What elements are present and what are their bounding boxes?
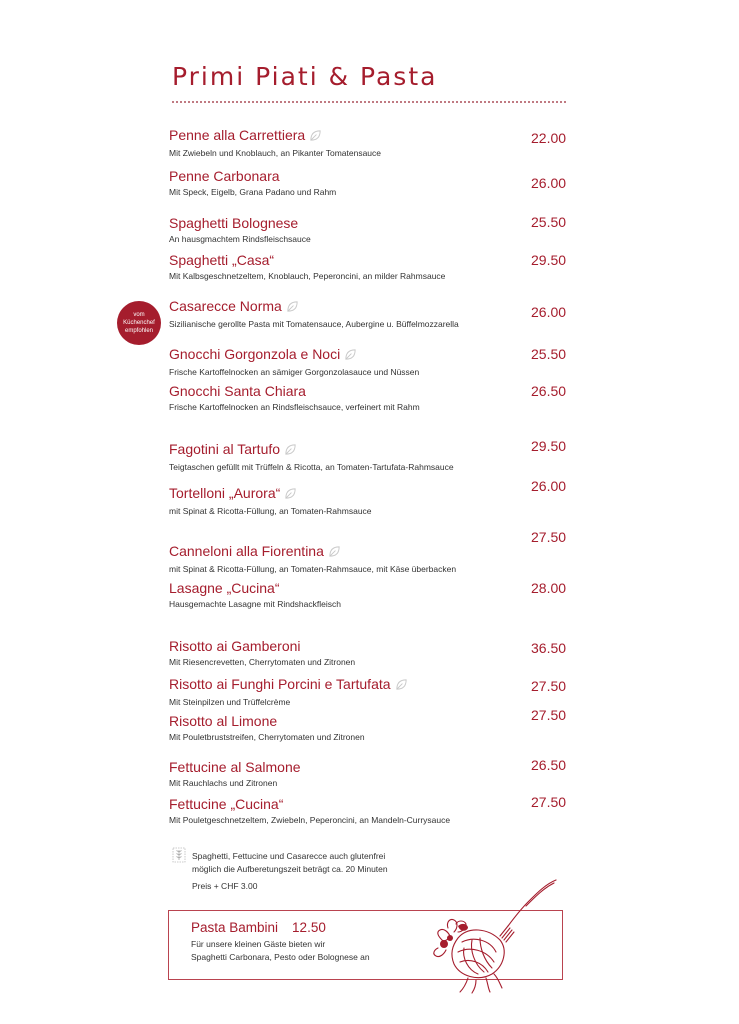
item-name: Spaghetti Bolognese [169,215,299,231]
menu-item [169,441,499,473]
item-name: Canneloni alla Fiorentina [169,543,324,559]
bambini-price: 12.50 [292,920,326,935]
item-price: 22.00 [531,130,567,146]
item-name: Penne Carbonara [169,168,280,184]
menu-item [169,713,499,743]
item-description: Mit Rauchlachs und Zitronen [169,778,278,788]
bambini-description-2: Spaghetti Carbonara, Pesto oder Bolognese an [191,952,370,962]
menu-item [169,383,499,413]
item-name: Penne alla Carrettiera [169,127,306,143]
item-price: 26.00 [531,304,567,320]
item-price: 26.50 [531,383,567,399]
item-price: 25.50 [531,214,567,230]
item-description: Sizilianische gerollte Pasta mit Tomatensauce, Aubergine u. Büffelmozzarella [169,319,459,329]
item-description: Mit Speck, Eigelb, Grana Padano und Rahm [169,187,337,197]
leaf-icon [395,678,408,695]
item-description: Mit Zwiebeln und Knoblauch, an Pikanter Tomatensauce [169,148,381,158]
leaf-icon [284,443,297,460]
gluten-free-note: Spaghetti, Fettucine und Casarecce auch glutenfrei [192,851,386,861]
leaf-icon [344,348,357,365]
surcharge-note: Preis + CHF 3.00 [192,881,258,891]
item-name: Spaghetti „Casa“ [169,252,275,268]
item-description: Frische Kartoffelnocken an sämiger Gorgonzolasauce und Nüssen [169,367,420,377]
grain-icon [172,847,186,868]
menu-item [169,580,499,610]
item-name: Fettucine „Cucina“ [169,796,284,812]
item-price: 27.50 [531,707,567,723]
menu-item [169,168,499,198]
item-description: mit Spinat & Ricotta-Füllung, an Tomaten-Rahmsauce [169,506,372,516]
leaf-icon [286,300,299,317]
item-price: 28.00 [531,580,567,596]
item-price: 29.50 [531,252,567,268]
chef-recommendation-badge [117,301,161,345]
preparation-time-note: möglich die Aufberetungszeit beträgt ca. 20 Minuten [192,864,388,874]
item-price: 26.00 [531,175,567,191]
item-description: Frische Kartoffelnocken an Rindsfleischsauce, verfeinert mit Rahm [169,402,420,412]
item-name: Risotto ai Funghi Porcini e Tartufata [169,676,391,692]
item-description: mit Spinat & Ricotta-Füllung, an Tomaten-Rahmsauce, mit Käse überbacken [169,564,457,574]
item-description: An hausgmachtem Rindsfleischsauce [169,234,311,244]
page-title: Primi Piati & Pasta [172,62,438,91]
menu-item [169,759,499,789]
menu-item [169,796,499,826]
item-description: Teigtaschen gefüllt mit Trüffeln & Ricotta, an Tomaten-Tartufata-Rahmsauce [169,462,454,472]
title-divider [172,101,566,103]
item-name: Casarecce Norma [169,298,282,314]
item-description: Mit Kalbsgeschnetzeltem, Knoblauch, Peperoncini, an milder Rahmsauce [169,271,446,281]
item-description: Hausgemachte Lasagne mit Rindshackfleisch [169,599,341,609]
leaf-icon [328,545,341,562]
menu-item [169,638,499,668]
item-name: Risotto al Limone [169,713,278,729]
menu-item [169,127,499,159]
item-price: 29.50 [531,438,567,454]
item-description: Mit Steinpilzen und Trüffelcrème [169,697,291,707]
item-name: Gnocchi Gorgonzola e Noci [169,346,341,362]
item-name: Gnocchi Santa Chiara [169,383,306,399]
item-description: Mit Pouletgeschnetzeltem, Zwiebeln, Peperoncini, an Mandeln-Currysauce [169,815,451,825]
menu-item [169,346,499,378]
bambini-title: Pasta Bambini [191,920,279,935]
item-description: Mit Pouletbruststreifen, Cherrytomaten und Zitronen [169,732,365,742]
badge-text: vom Küchenchef empfohlen [123,312,155,334]
item-description: Mit Riesencrevetten, Cherrytomaten und Zitronen [169,657,356,667]
bambini-description-1: Für unsere kleinen Gäste bieten wir [191,939,326,949]
item-name: Fettucine al Salmone [169,759,301,775]
menu-item [169,215,499,245]
leaf-icon [284,487,297,504]
menu-item [169,252,499,282]
item-price: 27.50 [531,678,567,694]
leaf-icon [309,129,322,146]
item-price: 26.00 [531,478,567,494]
menu-item [169,676,499,708]
item-price: 27.50 [531,529,567,545]
item-name: Fagotini al Tartufo [169,441,281,457]
item-price: 27.50 [531,794,567,810]
item-price: 26.50 [531,757,567,773]
item-name: Risotto ai Gamberoni [169,638,301,654]
bambini-heading [191,920,326,935]
menu-item [169,543,499,575]
pasta-fork-illustration [428,878,560,999]
item-price: 25.50 [531,346,567,362]
menu-item [169,298,499,330]
item-price: 36.50 [531,640,567,656]
menu-item [169,485,499,517]
item-name: Tortelloni „Aurora“ [169,485,281,501]
item-name: Lasagne „Cucina“ [169,580,280,596]
